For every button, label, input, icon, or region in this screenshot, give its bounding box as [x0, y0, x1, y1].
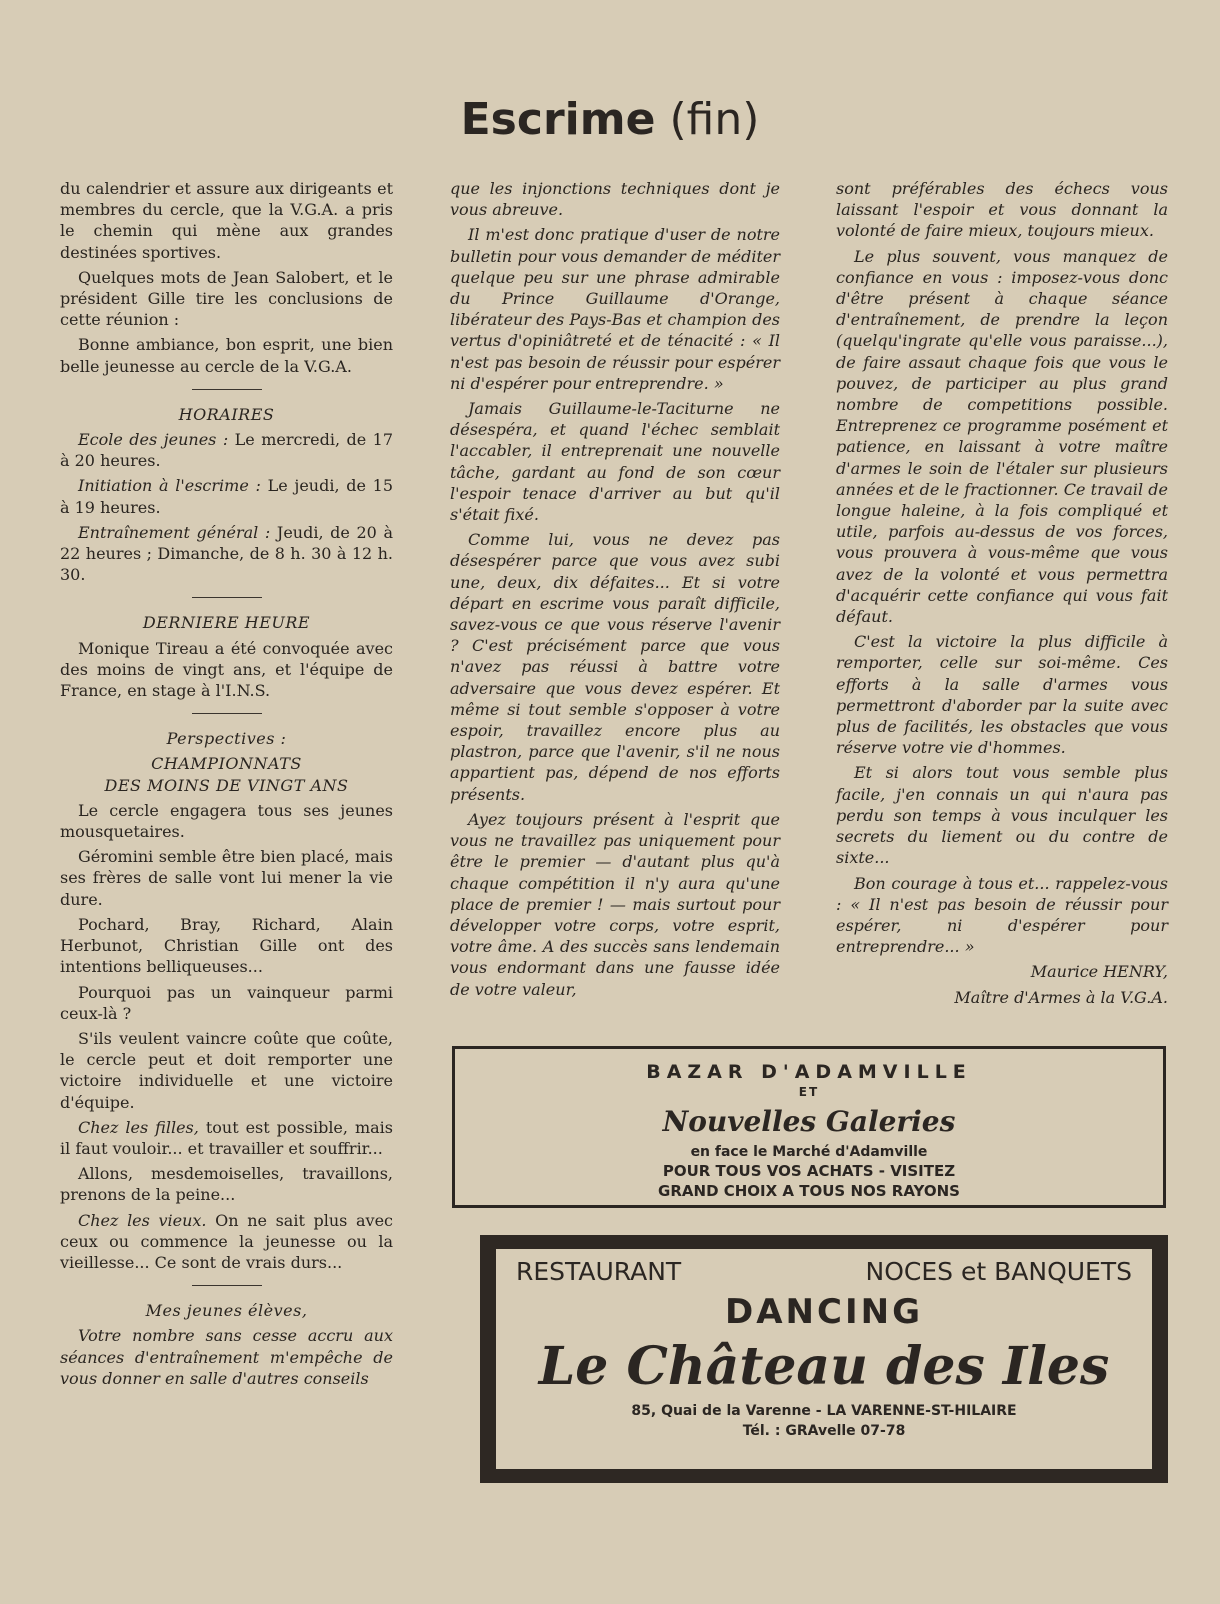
section-heading-eleves: Mes jeunes élèves, [145, 1301, 308, 1321]
paragraph: Ayez toujours présent à l'esprit que vous ne travaillez pas uniquement pour être le premier — d'autant plus qu'à chaque compétition il n'y aura qu'une place de premier ! — mais surtout pour développer votre corps, votre esprit, votre âme. A des succès sans lendemain vous endormant dans une fausse idée de votre valeur, [450, 809, 780, 999]
paragraph: Géromini semble être bien placé, mais ses frères de salle vont lui mener la vie dure. [60, 847, 393, 909]
ad-phone: Tél. : GRAvelle 07-78 [742, 1423, 906, 1439]
ad-restaurant-label: RESTAURANT [516, 1257, 682, 1286]
paragraph: C'est la victoire la plus difficile à remporter, celle sur soi-même. Ces efforts à la salle d'armes vous permettront d'aborder par la suite avec plus de facilités, les obstacles que vous réserve votre vie d'hommes. [836, 632, 1168, 758]
signature-name: Maurice HENRY, [1030, 962, 1168, 982]
paragraph: Et si alors tout vous semble plus facile, j'en connais un qui n'aura pas perdu son temps à vous inculquer les secrets du liement ou du contre de sixte... [836, 763, 1168, 868]
section-heading-derniere: DERNIERE HEURE [142, 613, 311, 633]
paragraph: sont préférables des échecs vous laissant l'espoir et vous donnant la volonté de faire mieux, toujours mieux. [836, 179, 1168, 241]
ad-venue-name: Le Château des Iles [538, 1336, 1110, 1397]
ad-line: en face le Marché d'Adamville [690, 1144, 928, 1160]
paragraph: Quelques mots de Jean Salobert, et le président Gille tire les conclusions de cette réunion : [60, 267, 393, 330]
ad-noces-label: NOCES et BANQUETS [865, 1257, 1132, 1286]
divider [192, 1285, 262, 1286]
ad-brand: Nouvelles Galeries [662, 1105, 956, 1138]
title-main: Escrime [460, 94, 656, 145]
title-suffix: (fin) [669, 94, 760, 145]
paragraph: Votre nombre sans cesse accru aux séances d'entraînement m'empêche de vous donner en salle d'autres conseils [60, 1326, 393, 1388]
divider [192, 389, 262, 390]
column-2 [450, 178, 780, 1004]
ad-line: BAZAR D'ADAMVILLE [646, 1061, 972, 1083]
subheading: DES MOINS DE VINGT ANS [104, 775, 349, 795]
paragraph: Chez les filles, tout est possible, mais il faut vouloir... et travailler et souffrir... [60, 1117, 393, 1158]
advertisement-restaurant [480, 1235, 1168, 1483]
ad-line: GRAND CHOIX A TOUS NOS RAYONS [658, 1182, 960, 1200]
ad-header-row [496, 1249, 1152, 1286]
paragraph: Chez les vieux. On ne sait plus avec ceux ou commence la jeunesse ou la vieillesse... Ce sont de vrais durs... [60, 1210, 394, 1272]
page-title [0, 94, 1220, 145]
column-3 [836, 178, 1168, 1008]
divider [192, 597, 262, 598]
column-1 [60, 178, 393, 1393]
paragraph: du calendrier et assure aux dirigeants et membres du cercle, que la V.G.A. a pris le chemin qui mène aux grandes destinées sportives. [60, 179, 393, 262]
paragraph: Le cercle engagera tous ses jeunes mousquetaires. [60, 800, 393, 842]
paragraph: que les injonctions techniques dont je vous abreuve. [450, 179, 780, 220]
ad-line: POUR TOUS VOS ACHATS - VISITEZ [662, 1162, 956, 1180]
paragraph: Il m'est donc pratique d'user de notre bulletin pour vous demander de méditer quelque peu sur une phrase admirable du Prince Guillaume d'Orange, libérateur des Pays-Bas et champion des vertus d'opiniâtreté et de ténacité : « Il n'est pas besoin de réussir pour espérer ni d'espérer pour entreprendre. » [450, 225, 780, 393]
schedule-item: Ecole des jeunes : Le mercredi, de 17 à 20 heures. [60, 430, 393, 471]
schedule-item: Entraînement général : Jeudi, de 20 à 22 heures ; Dimanche, de 8 h. 30 à 12 h. 30. [60, 522, 393, 585]
paragraph: Le plus souvent, vous manquez de confiance en vous : imposez-vous donc d'être présent à chaque séance d'entraînement, de prendre la leçon (quelqu'ingrate qu'elle vous paraisse...), de faire assaut chaque fois que vous le pouvez, de participer au plus grand nombre de competitions possible. Entreprenez ce programme posément et patience, en laissant à votre maître d'armes le soin de l'étaler sur plusieurs années et de le fractionner. Ce travail de longue haleine, à la fois compliqué et utile, parfois au-dessus de vos forces, vous prouvera à vous-même que vous avez de la volonté et vous permettra d'acquérir cette confiance qui vous fait défaut. [836, 246, 1168, 627]
ad-line: ET [798, 1085, 820, 1099]
section-heading-perspectives: Perspectives : [166, 729, 287, 749]
paragraph: Pochard, Bray, Richard, Alain Herbunot, Christian Gille ont des intentions belliqueuses... [60, 914, 393, 977]
subheading: CHAMPIONNATS [151, 754, 302, 774]
paragraph: Bonne ambiance, bon esprit, une bien belle jeunesse au cercle de la V.G.A. [60, 335, 393, 376]
signature-title: Maître d'Armes à la V.G.A. [954, 987, 1168, 1007]
paragraph: Bon courage à tous et... rappelez-vous : « Il n'est pas besoin de réussir pour espérer, ni d'espérer pour entreprendre... » [836, 873, 1168, 957]
ad-address: 85, Quai de la Varenne - LA VARENNE-ST-HILAIRE [631, 1403, 1017, 1419]
advertisement-bazar [452, 1046, 1166, 1208]
divider [192, 713, 262, 714]
paragraph: S'ils veulent vaincre coûte que coûte, le cercle peut et doit remporter une victoire individuelle et une victoire d'équipe. [60, 1028, 393, 1112]
paragraph: Jamais Guillaume-le-Taciturne ne désespéra, et quand l'échec semblait l'accabler, il entreprenait une nouvelle tâche, gardant au fond de son cœur l'espoir tenace d'arriver au but qu'il s'était fixé. [450, 399, 780, 525]
schedule-item: Initiation à l'escrime : Le jeudi, de 15 à 19 heures. [60, 476, 394, 517]
section-heading-horaires: HORAIRES [178, 404, 275, 424]
ad-dancing: DANCING [725, 1292, 923, 1332]
paragraph: Pourquoi pas un vainqueur parmi ceux-là ? [60, 982, 393, 1023]
paragraph: Allons, mesdemoiselles, travaillons, prenons de la peine... [60, 1164, 393, 1205]
paragraph: Monique Tireau a été convoquée avec des moins de vingt ans, et l'équipe de France, en stage à l'I.N.S. [60, 638, 393, 701]
paragraph: Comme lui, vous ne devez pas désespérer parce que vous avez subi une, deux, dix défaites... Et si votre départ en escrime vous paraît difficile, savez-vous ce que vous réserve l'avenir ? C'est précisément parce que vous n'avez pas réussi à battre votre adversaire que vous devez espérer. Et même si tout semble s'opposer à votre espoir, travaillez encore plus au plastron, parce que l'avenir, s'il ne nous appartient pas, dépend de nos efforts présents. [450, 530, 780, 804]
